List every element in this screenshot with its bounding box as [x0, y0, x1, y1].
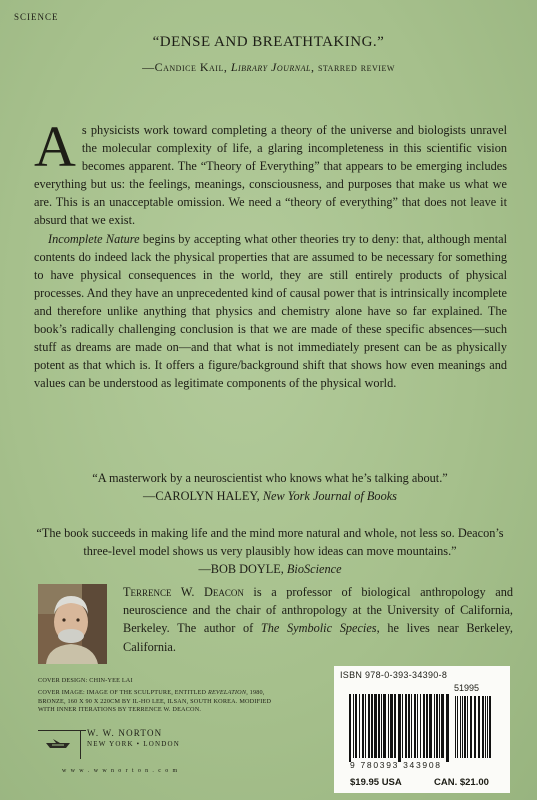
barcode-bar	[378, 694, 380, 758]
isbn-label: ISBN 978-0-393-34390-8	[340, 670, 448, 680]
review-attribution	[30, 560, 510, 578]
review-text: “A masterwork by a neuroscientist who knows what he’s talking about.”	[92, 471, 448, 485]
book-title: Incomplete Nature	[48, 231, 140, 246]
author-name: Terrence W. Deacon	[123, 585, 244, 599]
review-quote-haley	[30, 469, 510, 505]
reviewer-name: —CAROLYN HALEY,	[143, 489, 263, 503]
separator: ,	[223, 60, 231, 74]
price-code: 51995	[454, 683, 480, 693]
description-paragraph-1	[34, 114, 507, 230]
barcode-bar	[446, 694, 449, 762]
cover-image-credit-line: BRONZE, 160 X 90 X 220CM BY IL-HO LEE, ILSAN, SOUTH KOREA. MODIFIED	[38, 697, 272, 705]
barcode-addon-bar	[474, 696, 476, 758]
cover-image-credit-line	[38, 689, 328, 697]
sculpture-title: REVELATION	[207, 689, 247, 697]
quote-source: Library Journal	[230, 60, 311, 74]
barcode-bar	[388, 694, 389, 758]
bio-text: , he lives near Berkeley, California.	[123, 621, 513, 654]
review-text: “The book succeeds in making life and the mind more natural and whole, not less so. Deacon’s three-level model shows us very plausibly how ideas can move mountains.”	[36, 526, 504, 558]
publisher-cities: NEW YORK • LONDON	[87, 740, 181, 748]
review-quote-doyle	[30, 524, 510, 578]
barcode-bar	[408, 694, 410, 758]
barcode-bar	[411, 694, 412, 758]
author-photo	[38, 584, 107, 664]
barcode-bar	[441, 694, 444, 758]
price-canada: CAN. $21.00	[434, 777, 489, 788]
barcode-addon-bar	[464, 696, 466, 758]
barcode-bar	[434, 694, 435, 758]
bio-text: is a professor of biological anthropology and neuroscience and the chair of anthropology at the University of California, Berkeley. The author of	[123, 585, 513, 636]
barcode-bar	[374, 694, 377, 758]
drop-cap: A	[34, 114, 76, 179]
dash: —	[142, 60, 155, 74]
paragraph-text: begins by accepting what other theories try to deny: that, although mental contents do indeed lack the physical properties that are assumed to be necessary for something to have physical consequences in the world, they are still entirely products of physical processes. And they have an unprecedented kind of causal power that is intrinsically incomplete and therefore unlike anything that physics and chemistry alone have so far explained. The book’s radically challenging conclusion is that we are made of these specific absences—such stuff as dreams are made on—and that what is not immediately present can be as physically potent as that which is. It offers a figure/background shift that shows how even meanings and values can be understood as legitimate components of the physical world.	[34, 231, 507, 391]
barcode-addon-bar	[470, 696, 472, 758]
price-usa: $19.95 USA	[350, 777, 402, 788]
quote-author: Candice Kail	[154, 60, 224, 74]
barcode-bar	[368, 694, 370, 758]
lead-quote: “DENSE AND BREATHTAKING.”	[152, 34, 385, 50]
barcode-bar	[359, 694, 360, 758]
barcode-bar	[417, 694, 418, 758]
barcode-addon-bar	[478, 696, 480, 758]
publisher-rule	[38, 730, 86, 731]
barcode-bar	[394, 694, 396, 758]
paragraph-text: s physicists work toward completing a theory of the universe and biologists unravel the molecular complexity of life, a glaring incompleteness in this scientific vision becomes apparent. The “Theory of Everything” that appears to be emerging includes everything but us: the feelings, meanings, consciousness, and purposes that make us what we are. This is an unacceptable omission. We need a “theory of everything” that does not leave it absurd that we exist.	[34, 123, 507, 228]
barcode-bar	[362, 694, 364, 758]
barcode-addon-bar	[457, 696, 458, 758]
publisher-name: W. W. NORTON	[87, 728, 163, 738]
barcode-bar	[405, 694, 407, 758]
author-bio	[123, 583, 513, 656]
barcode-bar	[402, 694, 403, 758]
review-attribution	[30, 487, 510, 505]
review-source: BioScience	[286, 562, 342, 576]
author-previous-book: The Symbolic Species	[260, 621, 377, 636]
quote-note: starred review	[317, 60, 395, 74]
publisher-divider	[80, 731, 81, 759]
barcode-bar	[353, 694, 354, 758]
barcode-addon-bar	[467, 696, 468, 758]
cover-image-credit-line: WITH INNER ITERATIONS BY TERRENCE W. DEACON.	[38, 705, 202, 713]
barcode-bar	[420, 694, 421, 758]
barcode-addon-bar	[487, 696, 488, 758]
barcode-addon-bar	[489, 696, 491, 758]
credit-text: COVER IMAGE: IMAGE OF THE SCULPTURE, ENTITLED	[38, 689, 208, 697]
description-body	[34, 114, 507, 392]
ean-digits: 9 780393 343908	[350, 760, 442, 770]
category-label: SCIENCE	[14, 12, 59, 22]
barcode-bar	[429, 694, 432, 758]
barcode-addon-bar	[460, 696, 461, 758]
barcode-bar	[383, 694, 386, 758]
publisher-url: w w w . w w n o r t o n . c o m	[62, 768, 179, 774]
barcode-bar	[426, 694, 428, 758]
barcode-bar	[381, 694, 382, 758]
barcode-bar	[349, 694, 351, 762]
barcode-bar	[371, 694, 373, 758]
lead-quote-attribution	[0, 60, 537, 75]
barcode-bar	[355, 694, 357, 758]
cover-design-credit: COVER DESIGN: CHIN-YEE LAI	[38, 677, 133, 684]
separator: ,	[310, 60, 318, 74]
review-source: New York Journal of Books	[262, 489, 397, 503]
barcode-bar	[439, 694, 440, 758]
barcode-addon-bar	[485, 696, 486, 758]
barcode-bar	[414, 694, 416, 758]
publisher-ship-logo-icon	[44, 735, 72, 751]
barcode-addon-bar	[462, 696, 463, 758]
barcode-addon-bar	[482, 696, 484, 758]
description-paragraph-2	[34, 230, 507, 393]
reviewer-name: —BOB DOYLE,	[198, 562, 287, 576]
barcode-bar	[365, 694, 366, 758]
barcode-addon-bar	[455, 696, 456, 758]
barcode-bar	[390, 694, 393, 758]
barcode-bar	[398, 694, 401, 762]
barcode-bar	[423, 694, 425, 758]
barcode-bar	[436, 694, 438, 758]
cover-credits	[38, 677, 328, 714]
credit-text: , 1980,	[246, 689, 265, 697]
